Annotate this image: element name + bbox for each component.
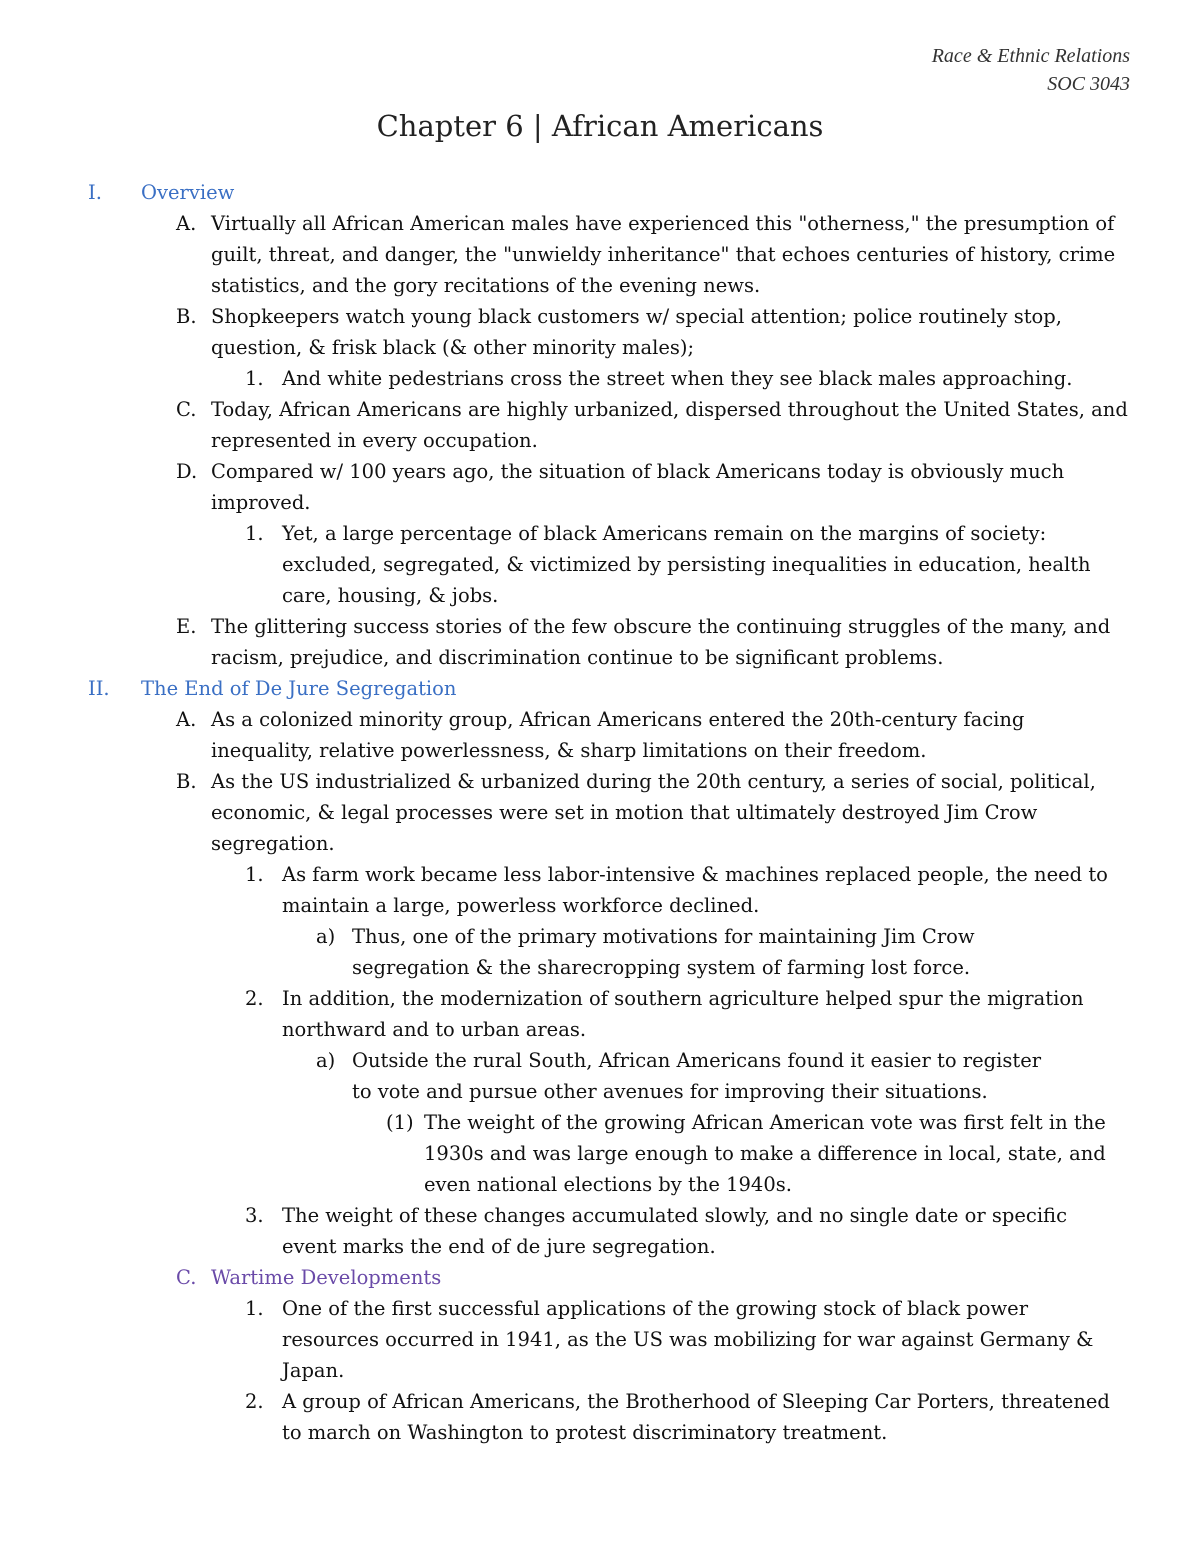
outline-text: Outside the rural South, African Americans found it easier to register to vote and pursue other avenues for improving their situations. [352,1049,1042,1103]
page-header [932,42,1130,98]
outline-heading [0,673,1200,704]
outline-text: One of the first successful applications of the growing stock of black power resources occurred in 1941, as the US was mobilizing for war against Germany & Japan. [282,1297,1094,1382]
outline-item [0,1107,1200,1200]
outline-item [0,518,1200,611]
outline-text: The glittering success stories of the few obscure the continuing struggles of the many, and racism, prejudice, and discrimination continue to be significant problems. [211,615,1111,669]
outline-text: Shopkeepers watch young black customers w/ special attention; police routinely stop, question, & frisk black (& other minority males); [211,305,1062,359]
outline-text: As the US industrialized & urbanized during the 20th century, a series of social, political, economic, & legal processes were set in motion that ultimately destroyed Jim Crow segregation. [211,770,1096,855]
outline-marker: I. [88,181,102,204]
outline-marker: C. [176,1266,197,1289]
outline-marker: 2. [245,987,264,1010]
outline-text: As farm work became less labor-intensive & machines replaced people, the need to maintain a large, powerless workforce declined. [282,863,1108,917]
outline-marker: D. [176,460,198,483]
outline-marker: A. [176,708,197,731]
outline-text: As a colonized minority group, African Americans entered the 20th-century facing inequality, relative powerlessness, & sharp limitations on their freedom. [211,708,1025,762]
outline-marker: 3. [245,1204,264,1227]
course-name: Race & Ethnic Relations [931,45,1130,67]
outline-text: Overview [141,181,235,204]
outline-marker: E. [176,615,197,638]
outline-marker: B. [176,770,197,793]
outline-item [0,456,1200,518]
outline-marker: 1. [245,863,264,886]
outline-item [0,704,1200,766]
outline-marker: 1. [245,1297,264,1320]
outline-item [0,208,1200,301]
outline-text: A group of African Americans, the Brotherhood of Sleeping Car Porters, threatened to march on Washington to protest discriminatory treatment. [282,1390,1110,1444]
outline-item [0,1293,1200,1386]
outline-list [0,177,1200,1448]
outline-heading [0,1262,1200,1293]
outline-marker: a) [316,1049,336,1072]
outline-marker: A. [176,212,197,235]
outline-marker: II. [88,677,110,700]
outline-marker: B. [176,305,197,328]
outline-text: Yet, a large percentage of black Americans remain on the margins of society: excluded, segregated, & victimized by persisting inequalities in education, health care, housing, & jobs. [282,522,1091,607]
course-code: SOC 3043 [1047,73,1130,95]
outline-text: Today, African Americans are highly urbanized, dispersed throughout the United States, and represented in every occupation. [211,398,1128,452]
outline-text: The weight of these changes accumulated slowly, and no single date or specific event marks the end of de jure segregation. [282,1204,1067,1258]
outline-item [0,611,1200,673]
outline-marker: 1. [245,367,264,390]
outline-item [0,394,1200,456]
outline-item [0,1386,1200,1448]
outline-text: Virtually all African American males have experienced this "otherness," the presumption of guilt, threat, and danger, the "unwieldy inheritance" that echoes centuries of history, crime statistics, and the gory recitations of the evening news. [211,212,1116,297]
outline-marker: (1) [386,1111,414,1134]
outline-heading [0,177,1200,208]
outline-item [0,1045,1200,1107]
outline-text: The End of De Jure Segregation [141,677,457,700]
outline-text: And white pedestrians cross the street when they see black males approaching. [282,367,1073,390]
outline-text: Compared w/ 100 years ago, the situation of black Americans today is obviously much improved. [211,460,1065,514]
outline-text: The weight of the growing African American vote was first felt in the 1930s and was large enough to make a difference in local, state, and even national elections by the 1940s. [424,1111,1106,1196]
outline-text: In addition, the modernization of southern agriculture helped spur the migration northward and to urban areas. [282,987,1084,1041]
outline-text: Thus, one of the primary motivations for maintaining Jim Crow segregation & the sharecropping system of farming lost force. [352,925,975,979]
outline-marker: 1. [245,522,264,545]
outline-item [0,363,1200,394]
outline-item [0,1200,1200,1262]
document-title: Chapter 6 | African Americans [376,109,824,143]
outline-item [0,921,1200,983]
outline-text: Wartime Developments [211,1266,442,1289]
outline-item [0,859,1200,921]
outline-marker: a) [316,925,336,948]
outline-marker: C. [176,398,197,421]
outline-item [0,766,1200,859]
outline-item [0,301,1200,363]
outline-marker: 2. [245,1390,264,1413]
outline-item [0,983,1200,1045]
